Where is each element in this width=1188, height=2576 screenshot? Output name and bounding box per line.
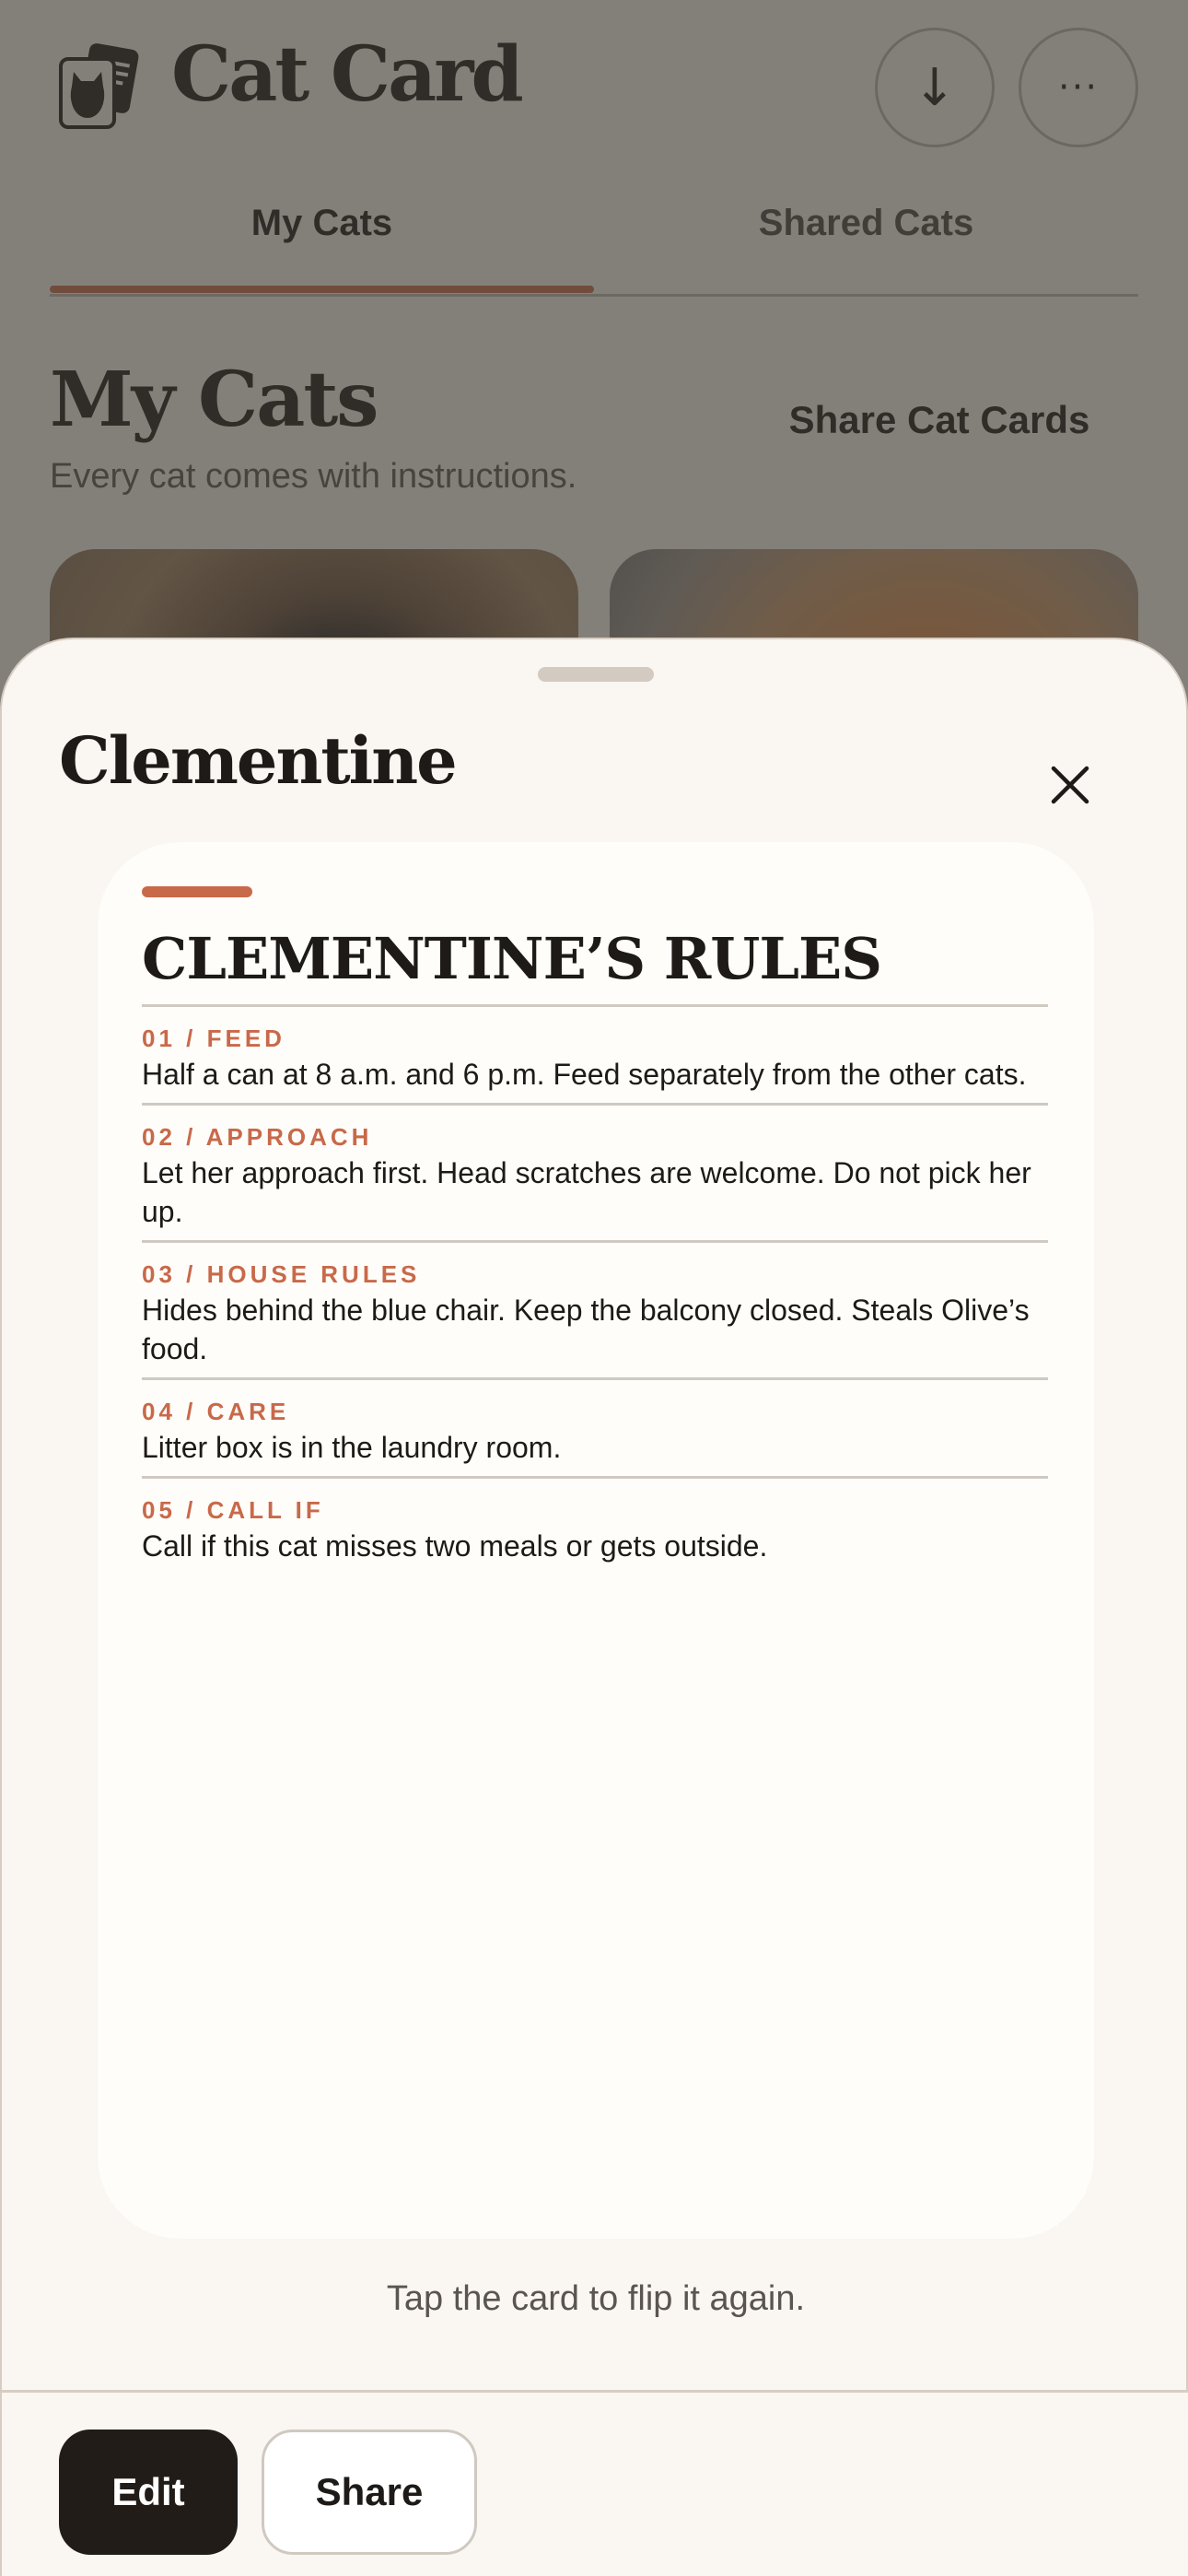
- card-title: CLEMENTINE’S RULES: [142, 925, 881, 992]
- edit-button[interactable]: Edit: [59, 2430, 238, 2555]
- rule-text: Half a can at 8 a.m. and 6 p.m. Feed separately from the other cats.: [142, 1058, 1027, 1091]
- sheet-title: Clementine: [59, 722, 456, 799]
- rule-text: Hides behind the blue chair. Keep the balcony closed. Steals Olive’s food.: [142, 1294, 1030, 1365]
- close-button[interactable]: [1033, 748, 1107, 822]
- rule-text: Let her approach first. Head scratches are welcome. Do not pick her up.: [142, 1156, 1031, 1228]
- rule-text: Litter box is in the laundry room.: [142, 1431, 562, 1464]
- rule-item: [142, 1240, 1048, 1377]
- rule-text: Call if this cat misses two meals or gets outside.: [142, 1529, 768, 1563]
- rules-card[interactable]: [98, 842, 1094, 2239]
- rule-item: [142, 1476, 1048, 1575]
- rule-label: 02 / APPROACH: [142, 1123, 373, 1151]
- rule-label: 03 / HOUSE RULES: [142, 1260, 421, 1288]
- close-icon: [1033, 748, 1107, 822]
- flip-hint: Tap the card to flip it again.: [386, 2279, 806, 2318]
- cat-detail-sheet: [0, 638, 1188, 2576]
- rule-label: 05 / CALL IF: [142, 1496, 324, 1524]
- rule-item: [142, 1377, 1048, 1476]
- rules-list: [142, 1004, 1048, 1575]
- rule-item: [142, 1004, 1048, 1103]
- rule-label: 01 / FEED: [142, 1025, 285, 1052]
- sheet-grabber[interactable]: [538, 667, 654, 682]
- sheet-footer: [2, 2390, 1188, 2576]
- card-accent-bar: [142, 886, 252, 897]
- share-button[interactable]: Share: [262, 2430, 477, 2555]
- rule-label: 04 / CARE: [142, 1398, 290, 1425]
- rule-item: [142, 1103, 1048, 1240]
